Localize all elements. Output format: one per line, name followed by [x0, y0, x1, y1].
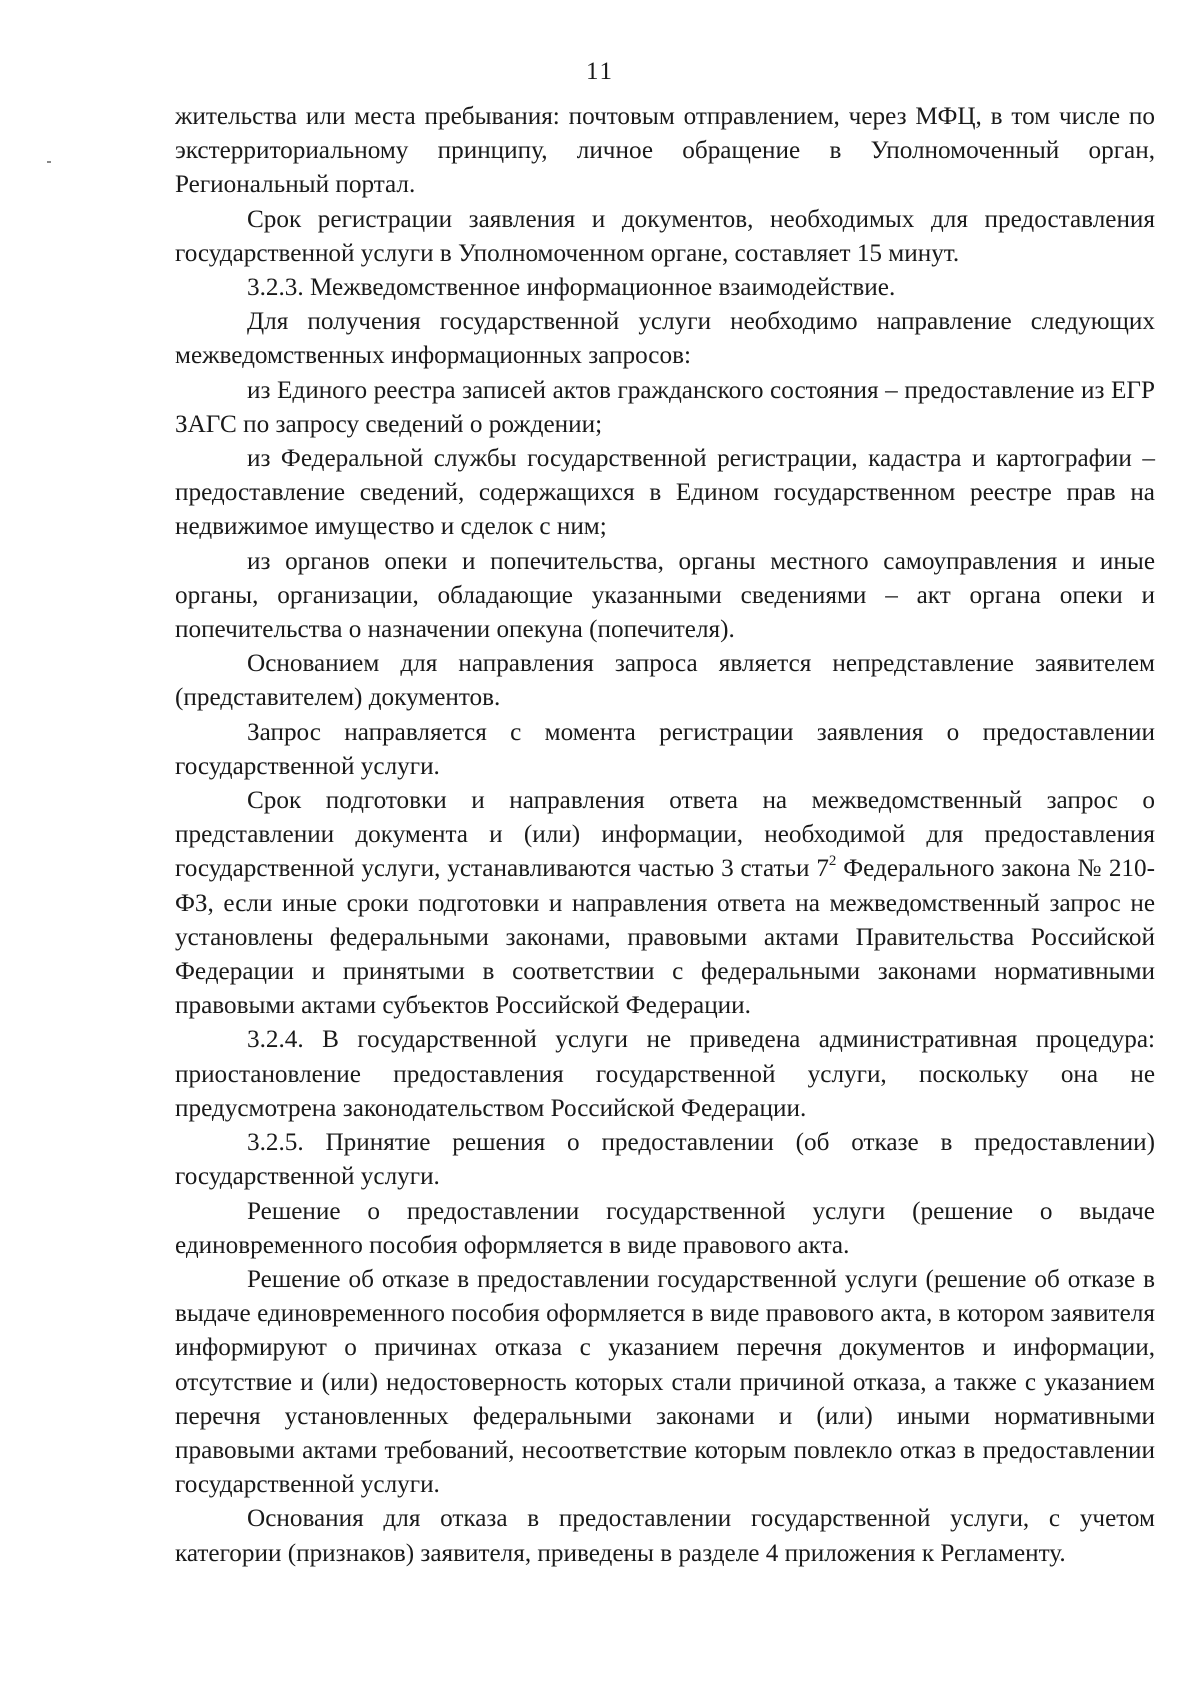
paragraph-refusal-grounds: Основания для отказа в предоставлении государственной услуги, с учетом категории (признаков) заявителя, приведены в разделе 4 приложения к Регламенту.: [175, 1505, 1155, 1567]
document-body: [175, 100, 1155, 1571]
response-term-text-after: Федерального закона № 210-ФЗ, если иные сроки подготовки и направления ответа на межведомственный запрос не установлены федеральными законами, правовыми актами Правительства Российской Федерации и принятыми в соответствии с федеральными законами нормативными правовыми актами субъектов Российской Федерации.: [175, 855, 1155, 1020]
list-item-cadastre-service: из Федеральной службы государственной регистрации, кадастра и картографии – предоставление сведений, содержащихся в Едином государственном реестре прав на недвижимое имущество и сделок с ним;: [175, 445, 1155, 541]
article-superscript: 2: [828, 853, 837, 870]
paragraph-grant-decision: Решение о предоставлении государственной услуги (решение о выдаче единовременного пособия оформляется в виде правового акта.: [175, 1197, 1155, 1259]
section-heading-3-2-3: 3.2.3. Межведомственное информационное взаимодействие.: [247, 274, 896, 302]
paragraph-registration-term: Срок регистрации заявления и документов, необходимых для предоставления государственной услуги в Уполномоченном органе, составляет 15 минут.: [175, 205, 1155, 267]
paragraph-interagency-requests: Для получения государственной услуги необходимо направление следующих межведомственных информационных запросов:: [175, 308, 1155, 370]
response-term-text-before: Срок подготовки и направления ответа на межведомственный запрос о представлении документа и (или) информации, необходимой для предоставления государственной услуги, устанавливаются частью 3 статьи 7: [175, 787, 1155, 883]
list-item-guardianship-bodies: из органов опеки и попечительства, органы местного самоуправления и иные органы, организации, обладающие указанными сведениями – акт органа опеки и попечительства о назначении опекуна (попечителя).: [175, 547, 1155, 644]
list-item-zags-registry: из Единого реестра записей актов гражданского состояния – предоставление из ЕГР ЗАГС по запросу сведений о рождении;: [175, 376, 1155, 438]
paragraph-residence-methods: жительства или места пребывания: почтовым отправлением, через МФЦ, в том числе по экстерриториальному принципу, личное обращение в Уполномоченный орган, Региональный портал.: [175, 103, 1155, 199]
page-number: 11: [585, 58, 615, 85]
paragraph-response-term: [175, 784, 1155, 1023]
paragraph-request-timing: Запрос направляется с момента регистрации заявления о предоставлении государственной услуги.: [175, 718, 1155, 780]
scan-artifact: [47, 161, 51, 163]
paragraph-request-basis: Основанием для направления запроса является непредставление заявителем (представителем) документов.: [175, 650, 1155, 712]
section-heading-3-2-5: 3.2.5. Принятие решения о предоставлении (об отказе в предоставлении) государственной услуги.: [175, 1129, 1155, 1191]
paragraph-refusal-decision: Решение об отказе в предоставлении государственной услуги (решение об отказе в выдаче единовременного пособия оформляется в виде правового акта, в котором заявителя информируют о причинах отказа с указанием перечня документов и информации, отсутствие и (или) недостоверность которых стали причиной отказа, а также с указанием перечня установленных федеральными законами и (или) иными нормативными правовыми актами требований, несоответствие которым повлекло отказ в предоставлении государственной услуги.: [175, 1265, 1155, 1499]
section-3-2-4: 3.2.4. В государственной услуги не приведена административная процедура: приостановление предоставления государственной услуги, поскольку она не предусмотрена законодательством Российской Федерации.: [175, 1026, 1155, 1122]
